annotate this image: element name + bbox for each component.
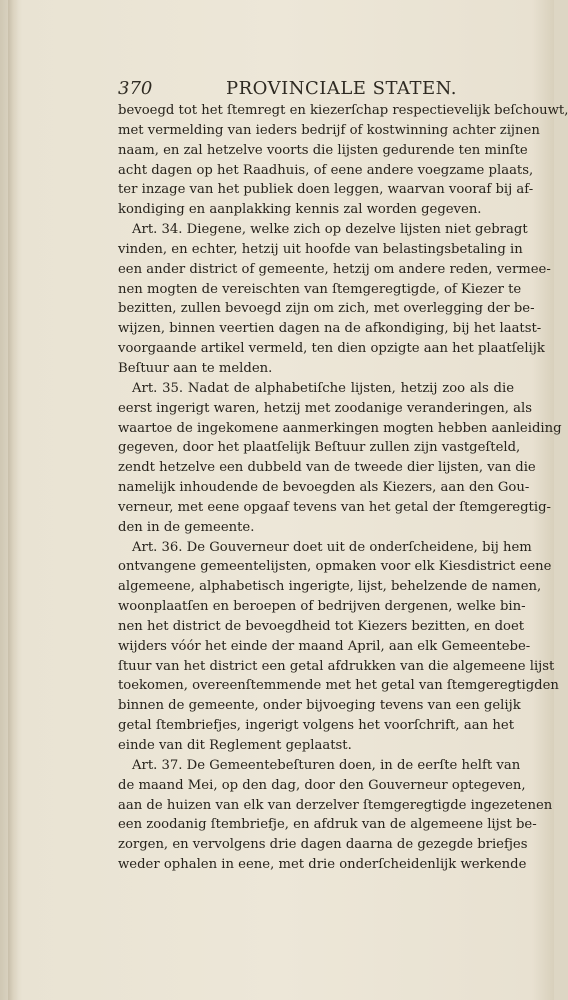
text-line: verneur, met eene opgaaf tevens van het getal der ſtemgeregtig- (118, 499, 551, 515)
text-line: Beſtuur aan te melden. (118, 360, 273, 376)
text-line: wijzen, binnen veertien dagen na de afkondiging, bij het laatst- (118, 321, 542, 337)
text-line: ter inzage van het publiek doen leggen, waarvan vooraf bij af- (118, 182, 534, 198)
text-line: nen mogten de vereischten van ſtemgeregtigde, of Kiezer te (118, 281, 522, 297)
text-line: algemeene, alphabetisch ingerigte, lijst, behelzende de namen, (118, 579, 542, 595)
text-line: weder ophalen in eene, met drie onderſcheidenlijk werkende (118, 857, 527, 873)
text-line: kondiging en aanplakking kennis zal worden gegeven. (118, 202, 482, 218)
text-line: voorgaande artikel vermeld, ten dien opzigte aan het plaatſelijk (118, 341, 545, 357)
text-line: getal ſtembriefjes, ingerigt volgens het voorſchrift, aan het (118, 718, 514, 734)
page-header (118, 74, 518, 104)
paragraph (118, 101, 568, 220)
text-line: woonplaatſen en beroepen of bedrijven dergenen, welke bin- (118, 599, 526, 615)
text-line: ſtuur van het district een getal afdrukken van die algemeene lijst (118, 658, 555, 674)
text-line: toekomen, overeenſtemmende met het getal van ſtemgeregtigden (118, 678, 559, 694)
text-line: Art. 37. De Gemeentebeſturen doen, in de eerſte helft van (132, 757, 521, 773)
paragraph (118, 756, 553, 875)
text-line: een zoodanig ſtembriefje, en afdruk van de algemeene lijst be- (118, 817, 537, 833)
text-line: bezitten, zullen bevoegd zijn om zich, met overlegging der be- (118, 301, 535, 317)
text-line: waartoe de ingekomene aanmerkingen mogten hebben aanleiding (118, 420, 562, 436)
text-line: een ander district of gemeente, hetzij om andere reden, vermee- (118, 261, 551, 277)
text-line: vinden, en echter, hetzij uit hoofde van belastingsbetaling in (118, 241, 523, 257)
text-line: binnen de gemeente, onder bijvoeging tevens van een gelijk (118, 698, 521, 714)
text-line: naam, en zal hetzelve voorts die lijsten gedurende ten minſte (118, 142, 528, 158)
text-line: gegeven, door het plaatſelijk Beſtuur zullen zijn vastgeſteld, (118, 440, 521, 456)
text-line: ontvangene gemeentelijsten, opmaken voor elk Kiesdistrict eene (118, 559, 552, 575)
text-line: nen het district de bevoegdheid tot Kiezers bezitten, en doet (118, 618, 525, 634)
body-text (118, 101, 568, 875)
text-line: eerst ingerigt waren, hetzij met zoodanige veranderingen, als (118, 400, 532, 416)
text-line: de maand Mei, op den dag, door den Gouverneur optegeven, (118, 777, 526, 793)
text-line: aan de huizen van elk van derzelver ſtemgeregtigde ingezetenen (118, 797, 553, 813)
text-line: zorgen, en vervolgens drie dagen daarna de gezegde briefjes (118, 837, 528, 853)
paragraph (118, 220, 551, 379)
text-line: acht dagen op het Raadhuis, of eene andere voegzame plaats, (118, 162, 534, 178)
text-line: met vermelding van ieders bedrijf of kostwinning achter zijnen (118, 122, 540, 138)
text-line: zendt hetzelve een dubbeld van de tweede dier lijsten, van die (118, 460, 536, 476)
text-line: wijders vóór het einde der maand April, aan elk Gemeentebe- (118, 638, 531, 654)
paragraph (118, 538, 559, 756)
text-line: einde van dit Reglement geplaatst. (118, 738, 352, 753)
text-line: Art. 34. Diegene, welke zich op dezelve lijsten niet gebragt (132, 222, 528, 238)
text-line: namelijk inhoudende de bevoegden als Kiezers, aan den Gou- (118, 480, 530, 496)
text-line: bevoegd tot het ſtemregt en kiezerſchap respectievelijk beſchouwt, (118, 103, 568, 118)
running-head: PROVINCIALE STATEN. (226, 78, 457, 99)
page-number: 370 (118, 78, 153, 99)
text-line: Art. 36. De Gouverneur doet uit de onderſcheidene, bij hem (132, 539, 532, 555)
paragraph (118, 379, 562, 538)
page-gutter-edge (8, 0, 18, 1000)
text-line: den in de gemeente. (118, 519, 255, 535)
text-line: Art. 35. Nadat de alphabetiſche lijsten, hetzij zoo als die (132, 380, 514, 396)
